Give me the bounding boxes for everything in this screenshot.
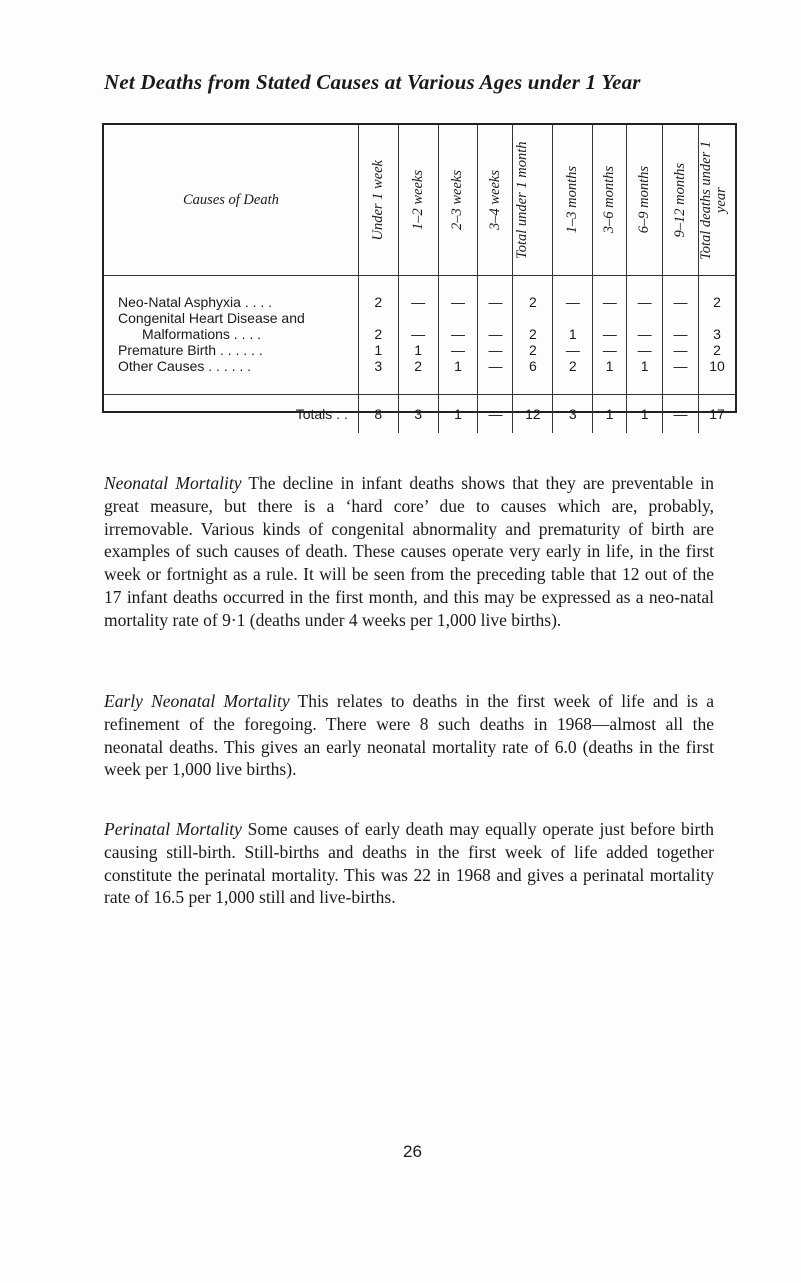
paragraph-neonatal-mortality bbox=[104, 472, 714, 632]
totals-cell: 1 bbox=[627, 395, 663, 434]
table-cell: 1 bbox=[358, 342, 398, 358]
table-cell: — bbox=[593, 294, 627, 310]
column-header bbox=[593, 125, 627, 276]
table-cell: 2 bbox=[513, 294, 553, 310]
table-cell: — bbox=[663, 294, 699, 310]
table-cell bbox=[553, 310, 593, 326]
table-cell: 1 bbox=[627, 358, 663, 374]
paragraph-text: Some causes of early death may equally operate just before birth causing still-birth. Still-births and deaths in the first week of life added together constitute the perinatal mortality. This was 22 in 1968 and gives a perinatal mortality rate of 16.5 per 1,000 still and live-births. bbox=[104, 819, 714, 908]
column-header-label: 2–3 weeks bbox=[449, 170, 466, 230]
table-cell: 10 bbox=[699, 358, 736, 374]
paragraph-lead: Early Neonatal Mortality bbox=[104, 691, 290, 711]
table-cell bbox=[663, 310, 699, 326]
table-cell: 2 bbox=[699, 294, 736, 310]
column-header bbox=[663, 125, 699, 276]
column-header-label: Under 1 week bbox=[369, 159, 386, 241]
table-cell: — bbox=[593, 326, 627, 342]
page-title: Net Deaths from Stated Causes at Various Ages under 1 Year bbox=[104, 70, 641, 94]
table-cell: — bbox=[478, 342, 513, 358]
totals-cell: 8 bbox=[358, 395, 398, 434]
table-cell: — bbox=[663, 358, 699, 374]
table-cell: 2 bbox=[513, 342, 553, 358]
column-header-label: 1–3 months bbox=[564, 166, 581, 234]
table-cell: — bbox=[438, 326, 478, 342]
table-cell: — bbox=[478, 326, 513, 342]
totals-cell: 3 bbox=[553, 395, 593, 434]
table-header-row bbox=[104, 125, 735, 276]
column-header bbox=[553, 125, 593, 276]
cause-cell: Premature Birth . . . . . . bbox=[118, 342, 263, 358]
table-cell: 1 bbox=[398, 342, 438, 358]
table-cell: 2 bbox=[358, 294, 398, 310]
column-header bbox=[478, 125, 513, 276]
column-header bbox=[627, 125, 663, 276]
deaths-table-frame bbox=[102, 123, 737, 422]
table-row bbox=[104, 310, 735, 326]
column-header-label: 1–2 weeks bbox=[409, 170, 426, 230]
table-cell: 2 bbox=[358, 326, 398, 342]
totals-label: Totals . . bbox=[295, 406, 348, 422]
table-cell bbox=[478, 310, 513, 326]
table-cell bbox=[699, 310, 736, 326]
table-cell bbox=[438, 310, 478, 326]
totals-cell: 3 bbox=[398, 395, 438, 434]
totals-cell: 12 bbox=[513, 395, 553, 434]
column-header bbox=[699, 125, 736, 276]
table-cell: — bbox=[553, 294, 593, 310]
column-header-label: Total deaths under 1 year bbox=[698, 140, 730, 260]
table-cell: 2 bbox=[513, 326, 553, 342]
table-cell: — bbox=[663, 342, 699, 358]
cause-cell: Congenital Heart Disease and bbox=[118, 310, 305, 326]
table-row bbox=[104, 342, 735, 358]
totals-row bbox=[104, 395, 735, 434]
paragraph-text: The decline in infant deaths shows that they are preventable in great measure, but there is a ‘hard core’ due to causes which are, probably, irremovable. Various kinds of congenital abnormality and prematurity of birth are examples of such causes of death. These causes operate very early in life, in the first week or fortnight as a rule. It will be seen from the preceding table that 12 out of the 17 infant deaths occurred in the first month, and this may be expressed as a neo-natal mortality rate of 9·1 (deaths under 4 weeks per 1,000 live births). bbox=[104, 473, 714, 630]
table-cell: — bbox=[627, 326, 663, 342]
table-cell bbox=[398, 310, 438, 326]
cause-cell: Malformations . . . . bbox=[142, 326, 262, 342]
table-cell: — bbox=[438, 294, 478, 310]
table-row bbox=[104, 326, 735, 342]
table-cell: 2 bbox=[553, 358, 593, 374]
paragraph-lead: Perinatal Mortality bbox=[104, 819, 242, 839]
paragraph-perinatal-mortality bbox=[104, 818, 714, 909]
table-cell: — bbox=[478, 294, 513, 310]
column-header-label: 6–9 months bbox=[635, 166, 652, 234]
paragraph-early-neonatal-mortality bbox=[104, 690, 714, 781]
column-header-label: 3–4 weeks bbox=[486, 170, 503, 230]
column-header-label: 3–6 months bbox=[601, 166, 618, 234]
table-cell: — bbox=[627, 294, 663, 310]
column-header-label: 9–12 months bbox=[671, 162, 688, 238]
table-cell: 2 bbox=[699, 342, 736, 358]
table-row bbox=[104, 358, 735, 374]
table-cell bbox=[513, 310, 553, 326]
totals-cell: 17 bbox=[699, 395, 736, 434]
table-cell bbox=[627, 310, 663, 326]
page-number: 26 bbox=[403, 1142, 422, 1161]
table-cell: 2 bbox=[398, 358, 438, 374]
column-header-causes: Causes of Death bbox=[104, 125, 358, 276]
table-cell: 1 bbox=[438, 358, 478, 374]
table-row bbox=[104, 294, 735, 310]
cause-cell: Neo-Natal Asphyxia . . . . bbox=[118, 294, 273, 310]
column-header bbox=[398, 125, 438, 276]
table-cell: 3 bbox=[358, 358, 398, 374]
table-cell: 1 bbox=[593, 358, 627, 374]
column-header bbox=[438, 125, 478, 276]
deaths-table bbox=[104, 125, 735, 433]
totals-cell: — bbox=[478, 395, 513, 434]
totals-cell: 1 bbox=[593, 395, 627, 434]
table-cell: — bbox=[627, 342, 663, 358]
table-cell: — bbox=[553, 342, 593, 358]
table-cell: — bbox=[398, 294, 438, 310]
table-cell: — bbox=[398, 326, 438, 342]
cause-cell: Other Causes . . . . . . bbox=[118, 358, 252, 374]
table-cell: 1 bbox=[553, 326, 593, 342]
column-header-label: Total under 1 month bbox=[513, 141, 530, 259]
totals-cell: — bbox=[663, 395, 699, 434]
totals-cell: 1 bbox=[438, 395, 478, 434]
table-cell: — bbox=[438, 342, 478, 358]
column-header bbox=[513, 125, 553, 276]
table-cell: 6 bbox=[513, 358, 553, 374]
table-cell: — bbox=[478, 358, 513, 374]
paragraph-text: This relates to deaths in the first week of life and is a refinement of the foregoing. There were 8 such deaths in 1968—almost all the neonatal deaths. This gives an early neonatal mortality rate of 6.0 (deaths in the first week per 1,000 live births). bbox=[104, 691, 714, 780]
table-cell bbox=[593, 310, 627, 326]
column-header bbox=[358, 125, 398, 276]
paragraph-lead: Neonatal Mortality bbox=[104, 473, 242, 493]
table-cell bbox=[358, 310, 398, 326]
table-cell: — bbox=[663, 326, 699, 342]
table-cell: 3 bbox=[699, 326, 736, 342]
table-cell: — bbox=[593, 342, 627, 358]
